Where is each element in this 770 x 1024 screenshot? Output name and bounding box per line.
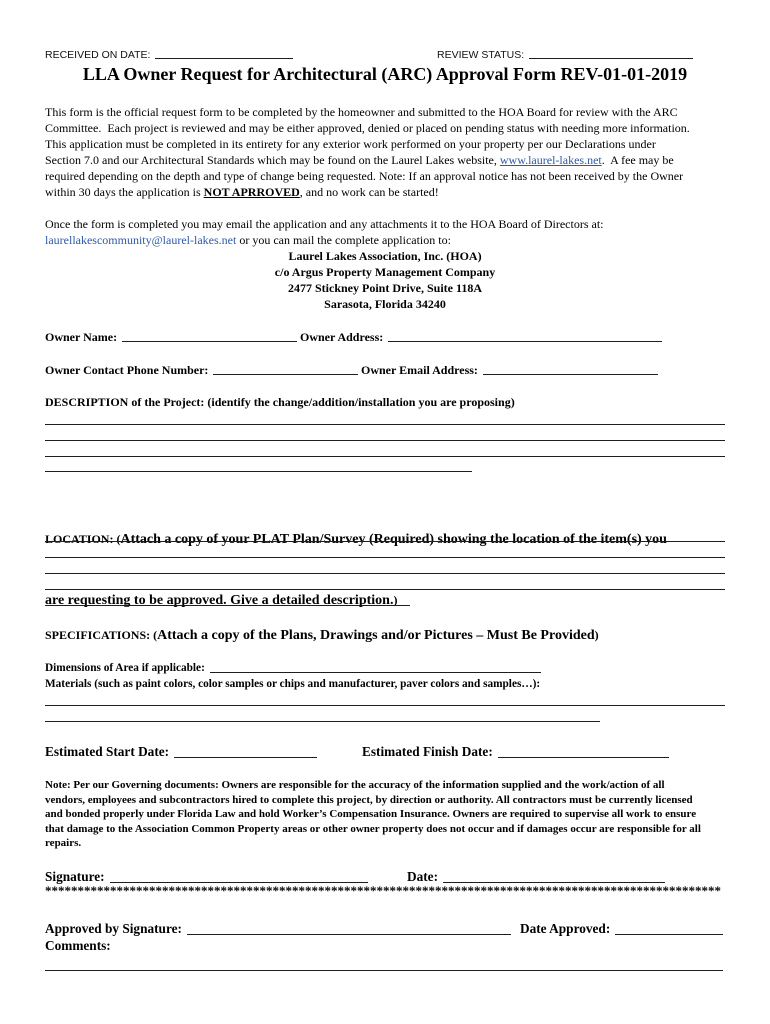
mailing-address [0, 248, 770, 312]
approved-signature-label: Approved by Signature: [45, 921, 182, 936]
finish-date-field[interactable] [498, 757, 669, 758]
asterisk-separator: ******************************************************************************************************** [45, 884, 721, 898]
owner-email-label: Owner Email Address: [361, 363, 478, 377]
owner-phone-label: Owner Contact Phone Number: [45, 363, 209, 377]
date-approved-field[interactable] [615, 934, 723, 935]
fill-line [45, 471, 472, 472]
contact-line-2-tail: or you can mail the complete application to: [236, 233, 451, 247]
received-date-row [45, 48, 293, 62]
note-line-4: that damage to the Association Common Property areas or other owner property does not occur and if damages occur are responsible for all [45, 822, 701, 835]
fill-line [45, 573, 725, 574]
specifications-heading [45, 625, 599, 646]
materials-field[interactable] [45, 697, 725, 725]
location-label: LOCATION: ( [45, 532, 121, 546]
approved-signature-field[interactable] [187, 934, 511, 935]
approved-signature-row [45, 920, 511, 938]
date-approved-row [520, 920, 723, 938]
review-status-label: REVIEW STATUS: [437, 49, 525, 61]
owner-name-field[interactable] [122, 341, 297, 342]
note-line-3: and bonded properly under Florida Law and hold Worker’s Compensation Insurance. Owners are required to supervise all work to ensure [45, 808, 697, 820]
intro-line-3: This application must be completed in its entirety for any exterior work performed on your property per our Declarations under [45, 137, 656, 151]
address-line-4: Sarasota, Florida 34240 [324, 297, 446, 311]
owner-name-label: Owner Name: [45, 330, 118, 344]
note-line-2: vendors, employees and subcontractors hired to complete this project, by direction or authority. All contractors must be currently licensed [45, 793, 693, 806]
owner-address-label: Owner Address: [300, 330, 384, 344]
note-line-5: repairs. [45, 837, 82, 849]
fill-line [45, 557, 725, 558]
intro-paragraph [45, 104, 690, 200]
intro-line-4-text: Section 7.0 and our Architectural Standards which may be found on the Laurel Lakes website, [45, 153, 500, 167]
received-date-label: RECEIVED ON DATE: [45, 49, 151, 61]
not-approved-emphasis: NOT APRROVED [203, 185, 300, 199]
fill-line [45, 589, 725, 590]
signature-date-label: Date: [407, 869, 439, 884]
comments-field[interactable] [45, 962, 723, 974]
finish-date-row [362, 743, 669, 761]
address-line-2: c/o Argus Property Management Company [274, 265, 496, 279]
specifications-instructions: Attach a copy of the Plans, Drawings and/or Pictures – Must Be Provided [157, 628, 595, 643]
dimensions-row [45, 660, 541, 676]
intro-line-4-tail: . A fee may be [601, 153, 674, 167]
finish-date-label: Estimated Finish Date: [362, 744, 493, 759]
specifications-close-paren: ) [594, 628, 599, 642]
owner-name-row [45, 329, 297, 345]
owner-phone-field[interactable] [213, 374, 358, 375]
fill-line [45, 424, 725, 425]
fill-line [45, 541, 725, 542]
responsibility-note [45, 778, 701, 851]
intro-line-5: required depending on the depth and type of change being requested. Note: If an approval notice has not been received by the Owner [45, 169, 684, 183]
owner-email-row [361, 362, 658, 378]
form-title: LLA Owner Request for Architectural (ARC) Approval Form REV-01-01-2019 [82, 64, 688, 84]
owner-email-field[interactable] [483, 374, 658, 375]
start-date-row [45, 743, 317, 761]
description-label: DESCRIPTION of the Project: (identify the change/addition/installation you are proposing) [45, 395, 515, 409]
email-link[interactable]: laurellakescommunity@laurel-lakes.net [45, 233, 237, 247]
materials-label: Materials (such as paint colors, color samples or chips and manufacturer, paver colors and samples…): [45, 678, 541, 690]
fill-line [45, 440, 725, 441]
website-link[interactable]: www.laurel-lakes.net [499, 153, 602, 167]
intro-line-1: This form is the official request form to be completed by the homeowner and submitted to the HOA Board for review with the ARC [45, 105, 678, 119]
owner-address-row [300, 329, 662, 345]
owner-address-field[interactable] [388, 341, 662, 342]
intro-line-6-text: within 30 days the application is [45, 185, 204, 199]
start-date-field[interactable] [174, 757, 317, 758]
description-field[interactable] [45, 416, 725, 476]
received-date-field[interactable] [155, 58, 293, 59]
dimensions-label: Dimensions of Area if applicable: [45, 662, 205, 674]
fill-line [45, 970, 723, 971]
specifications-label: SPECIFICATIONS: ( [45, 628, 158, 642]
signature-date-field[interactable] [443, 882, 665, 883]
start-date-label: Estimated Start Date: [45, 744, 170, 759]
location-field[interactable] [45, 533, 725, 609]
signature-field[interactable] [110, 882, 368, 883]
intro-line-2: Committee. Each project is reviewed and may be either approved, denied or placed on pending status with needing more information. [45, 121, 690, 135]
location-instructions-2: are requesting to be approved. Give a detailed description. [45, 593, 394, 608]
contact-line-1: Once the form is completed you may email the application and any attachments it to the HOA Board of Directors at: [45, 217, 604, 231]
date-approved-label: Date Approved: [520, 921, 611, 936]
fill-line [45, 605, 410, 606]
owner-phone-row [45, 362, 358, 378]
signature-label: Signature: [45, 869, 105, 884]
address-line-1: Laurel Lakes Association, Inc. (HOA) [288, 249, 482, 263]
fill-line [45, 721, 600, 722]
address-line-3: 2477 Stickney Point Drive, Suite 118A [288, 281, 482, 295]
fill-line [45, 456, 725, 457]
comments-label: Comments: [45, 938, 111, 953]
location-instructions-1: Attach a copy of your PLAT Plan/Survey (Required) showing the location of the item(s) you [120, 532, 667, 547]
fill-line [45, 705, 725, 706]
intro-line-6-tail: , and no work can be started! [299, 185, 439, 199]
note-line-1: Note: Per our Governing documents: Owners are responsible for the accuracy of the information supplied and the work/action of all [45, 779, 665, 791]
intro-line-6 [45, 184, 690, 200]
contact-paragraph [45, 216, 604, 248]
contact-line-2 [45, 232, 604, 248]
location-close-paren: ) [393, 593, 398, 607]
dimensions-field[interactable] [210, 672, 541, 673]
review-status-field[interactable] [529, 58, 693, 59]
intro-line-4 [45, 152, 690, 168]
review-status-row [437, 48, 693, 62]
